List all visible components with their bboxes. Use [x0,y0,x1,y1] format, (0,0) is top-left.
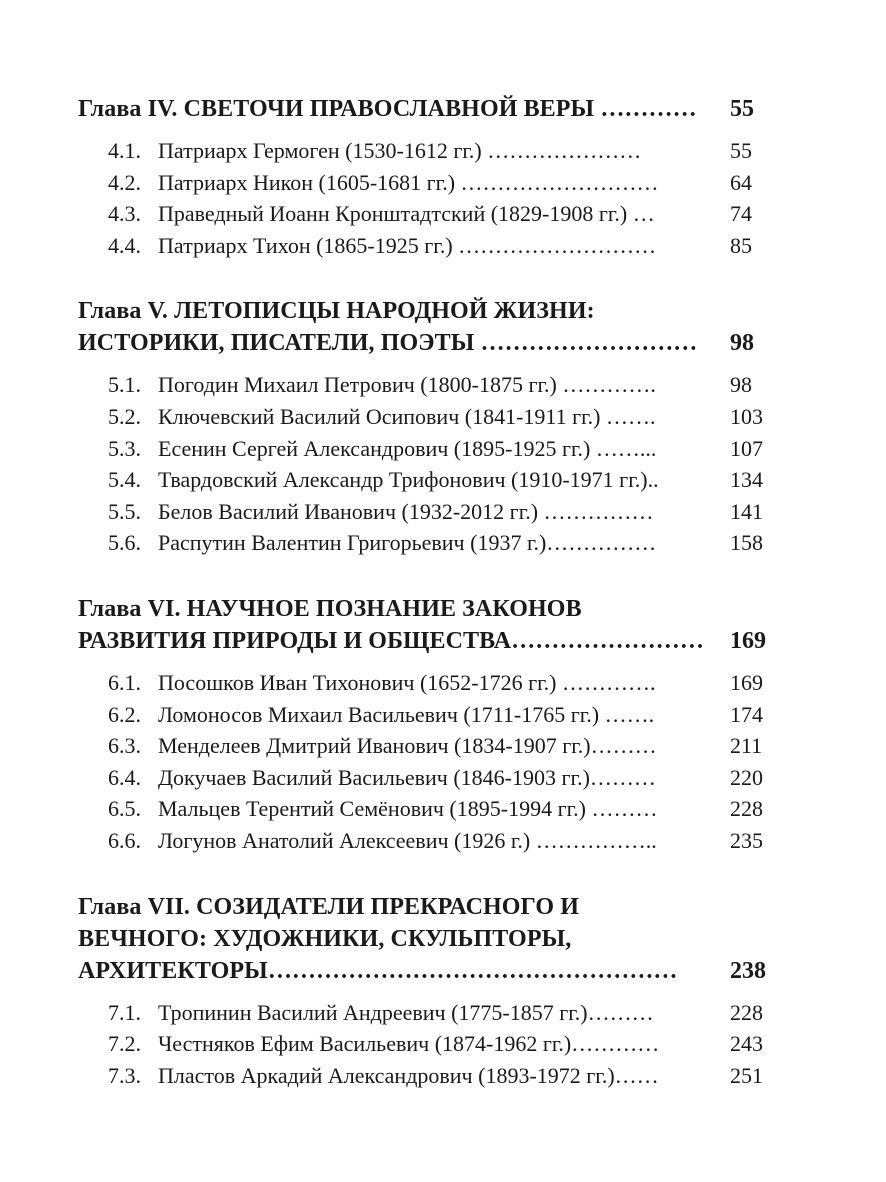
table-of-contents [78,93,778,1125]
entry-text: Распутин Валентин Григорьевич (1937 г.)…………… [158,530,657,556]
chapter-5 [78,295,778,559]
toc-entry [78,433,778,465]
toc-entry [78,369,778,401]
entry-page-number: 98 [730,372,752,398]
entry-text: Ключевский Василий Осипович (1841-1911 гг.) ……. [158,403,656,429]
entry-text: Посошков Иван Тихонович (1652-1726 гг.) …………. [158,669,656,695]
chapter-heading [78,891,778,987]
entry-page-number: 134 [730,467,763,493]
chapter-heading [78,593,778,657]
entry-number: 5.3. [108,435,141,461]
entry-page-number: 158 [730,530,763,556]
chapter-7 [78,891,778,1092]
entry-page-number: 228 [730,999,763,1025]
toc-entry [78,997,778,1029]
entry-text: Пластов Аркадий Александрович (1893-1972 гг.)…… [158,1062,659,1088]
toc-entry [78,135,778,167]
chapter-4 [78,93,778,261]
chapter-page-number: 98 [730,330,754,357]
toc-entry [78,401,778,433]
entry-text: Праведный Иоанн Кронштадтский (1829-1908 гг.) … [158,201,655,227]
toc-entry [78,496,778,528]
entry-number: 4.4. [108,232,141,258]
entry-number: 5.5. [108,498,141,524]
entry-text: Тропинин Василий Андреевич (1775-1857 гг.)……… [158,999,654,1025]
toc-entry [78,1028,778,1060]
entry-text: Патриарх Тихон (1865-1925 гг.) ……………………… [158,232,657,258]
chapter-heading [78,93,778,125]
chapter-6 [78,593,778,857]
entry-page-number: 103 [730,403,763,429]
entry-text: Белов Василий Иванович (1932-2012 гг.) …………… [158,498,654,524]
toc-entry [78,464,778,496]
entry-text: Менделеев Дмитрий Иванович (1834-1907 гг.)……… [158,733,657,759]
entry-number: 6.2. [108,701,141,727]
entry-page-number: 211 [730,733,763,759]
entry-page-number: 141 [730,498,763,524]
entry-page-number: 64 [730,169,752,195]
chapter-entries [78,997,778,1092]
entry-number: 5.1. [108,372,141,398]
chapter-title: Глава V. ЛЕТОПИСЦЫ НАРОДНОЙ ЖИЗНИ: ИСТОРИКИ, ПИСАТЕЛИ, ПОЭТЫ ……………………… [78,298,698,357]
entry-number: 5.6. [108,530,141,556]
toc-entry [78,793,778,825]
entry-number: 7.1. [108,999,141,1025]
entry-text: Есенин Сергей Александрович (1895-1925 гг.) ……... [158,435,657,461]
toc-entry [78,825,778,857]
entry-text: Логунов Анатолий Алексеевич (1926 г.) …………….. [158,827,657,853]
entry-page-number: 74 [730,201,752,227]
toc-entry [78,667,778,699]
entry-page-number: 235 [730,827,763,853]
entry-number: 6.1. [108,669,141,695]
chapter-page-number: 238 [730,957,766,984]
chapter-entries [78,135,778,261]
toc-entry [78,527,778,559]
entry-number: 5.4. [108,467,141,493]
entry-number: 6.4. [108,764,141,790]
chapter-page-number: 169 [730,627,766,654]
chapter-title: Глава VI. НАУЧНОЕ ПОЗНАНИЕ ЗАКОНОВ РАЗВИТИЯ ПРИРОДЫ И ОБЩЕСТВА…………………… [78,595,704,654]
toc-entry [78,762,778,794]
entry-text: Патриарх Гермоген (1530-1612 гг.) ………………… [158,138,642,163]
toc-entry [78,699,778,731]
chapter-heading [78,295,778,359]
entry-number: 6.5. [108,796,141,822]
entry-number: 4.2. [108,169,141,195]
entry-page-number: 251 [730,1062,763,1088]
entry-page-number: 107 [730,435,763,461]
entry-number: 7.3. [108,1062,141,1088]
entry-number: 4.3. [108,201,141,227]
entry-text: Честняков Ефим Васильевич (1874-1962 гг.)………… [158,1031,660,1057]
toc-entry [78,730,778,762]
entry-page-number: 55 [730,138,752,163]
entry-number: 6.3. [108,733,141,759]
entry-page-number: 85 [730,232,752,258]
entry-number: 4.1. [108,138,141,163]
entry-text: Ломоносов Михаил Васильевич (1711-1765 гг.) ……. [158,701,655,727]
chapter-title: Глава IV. СВЕТОЧИ ПРАВОСЛАВНОЙ ВЕРЫ ………… [78,96,697,122]
toc-entry [78,198,778,230]
toc-entry [78,230,778,262]
chapter-entries [78,667,778,857]
entry-page-number: 174 [730,701,763,727]
entry-text: Докучаев Василий Васильевич (1846-1903 гг.)……… [158,764,656,790]
chapter-entries [78,369,778,559]
entry-text: Патриарх Никон (1605-1681 гг.) ……………………… [158,169,659,195]
toc-entry [78,167,778,199]
entry-text: Мальцев Терентий Семёнович (1895-1994 гг.) ……… [158,796,658,822]
entry-number: 5.2. [108,403,141,429]
entry-text: Погодин Михаил Петрович (1800-1875 гг.) …………. [158,372,656,398]
entry-page-number: 169 [730,669,763,695]
entry-number: 6.6. [108,827,141,853]
entry-page-number: 228 [730,796,763,822]
entry-page-number: 243 [730,1031,763,1057]
chapter-title: Глава VII. СОЗИДАТЕЛИ ПРЕКРАСНОГО И ВЕЧНОГО: ХУДОЖНИКИ, СКУЛЬПТОРЫ, АРХИТЕКТОРЫ…………………………………………… [78,893,678,984]
chapter-page-number: 55 [730,96,754,122]
entry-number: 7.2. [108,1031,141,1057]
toc-entry [78,1060,778,1092]
entry-page-number: 220 [730,764,763,790]
entry-text: Твардовский Александр Трифонович (1910-1971 гг.).. [158,467,659,493]
